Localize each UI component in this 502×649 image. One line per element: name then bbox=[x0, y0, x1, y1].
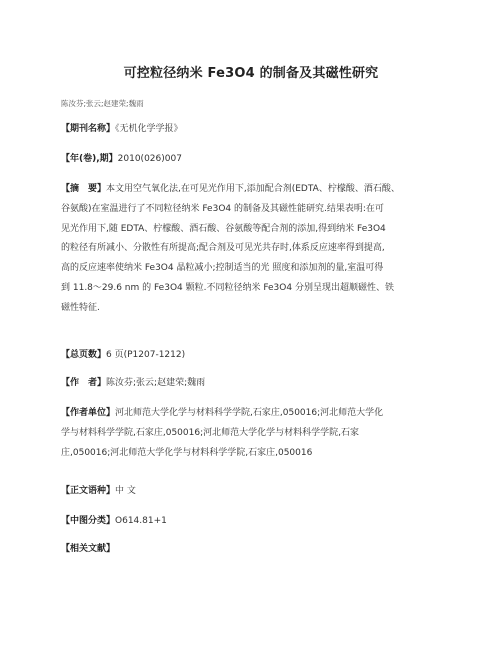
authors-value: 陈汝芬;张云;赵建荣;魏雨 bbox=[106, 378, 206, 388]
abstract-line: 谷氨酸)在室温进行了不同粒径纳米 Fe3O4 的制备及其磁性能研究.结果表明:在可 bbox=[61, 203, 384, 214]
related-field bbox=[61, 540, 445, 560]
year-issue-field bbox=[61, 150, 445, 170]
abstract-line: 高的反应速率使纳米 Fe3O4 晶粒减小;控制适当的光 照度和添加剂的量,室温可得 bbox=[61, 263, 384, 274]
abstract-line: 的粒径有所减小、分散性有所提高;配合剂及可见光共存时,体系反应速率得到提高, bbox=[61, 243, 385, 254]
journal-label: 【期刊名称】 bbox=[61, 124, 116, 134]
abstract-field bbox=[61, 180, 445, 319]
affiliation-line: 庄,050016;河北师范大学化学与材料科学学院,石家庄,050016 bbox=[61, 447, 313, 458]
affiliation-line bbox=[61, 404, 445, 424]
pages-value: 6 页(P1207-1212) bbox=[106, 350, 186, 360]
document-title: 可控粒径纳米 Fe3O4 的制备及其磁性研究 bbox=[123, 66, 379, 81]
pages-label: 【总页数】 bbox=[61, 350, 107, 360]
authors-header: 陈汝芬;张云;赵建荣;魏雨 bbox=[61, 99, 144, 108]
abstract-text: 本文用空气氧化法,在可见光作用下,添加配合剂(EDTA、柠檬酸、酒石酸、 bbox=[106, 184, 400, 194]
affiliation-line: 学与材料科学学院,石家庄,050016;河北师范大学化学与材料科学学院,石家 bbox=[61, 427, 359, 438]
affiliation-label: 【作者单位】 bbox=[61, 408, 116, 418]
journal-value: 《无机化学学报》 bbox=[115, 124, 183, 134]
affiliation-field bbox=[61, 404, 445, 463]
language-field bbox=[61, 482, 445, 502]
year-issue-value: 2010(026)007 bbox=[117, 154, 182, 164]
clc-label: 【中图分类】 bbox=[61, 516, 116, 526]
abstract-line bbox=[61, 180, 445, 200]
language-value: 中 文 bbox=[115, 486, 136, 496]
abstract-label: 【摘 要】 bbox=[61, 184, 107, 194]
clc-field bbox=[61, 512, 445, 532]
clc-value: O614.81+1 bbox=[115, 516, 167, 526]
pages-field bbox=[61, 346, 445, 366]
abstract-line: 见光作用下,随 EDTA、柠檬酸、酒石酸、谷氨酸等配合剂的添加,得到纳米 Fe3O4 bbox=[61, 223, 386, 234]
language-label: 【正文语种】 bbox=[61, 486, 116, 496]
abstract-line: 到 11.8～29.6 nm 的 Fe3O4 颗粒.不同粒径纳米 Fe3O4 分别呈现出超顺磁性、铁 bbox=[61, 282, 394, 293]
authors-field bbox=[61, 374, 445, 394]
abstract-line: 磁性特征. bbox=[61, 302, 100, 313]
related-label: 【相关文献】 bbox=[61, 544, 116, 554]
journal-field bbox=[61, 120, 445, 140]
authors-label: 【作 者】 bbox=[61, 378, 107, 388]
year-issue-label: 【年(卷),期】 bbox=[61, 154, 118, 164]
affiliation-text: 河北师范大学化学与材料科学学院,石家庄,050016;河北师范大学化 bbox=[115, 408, 384, 418]
